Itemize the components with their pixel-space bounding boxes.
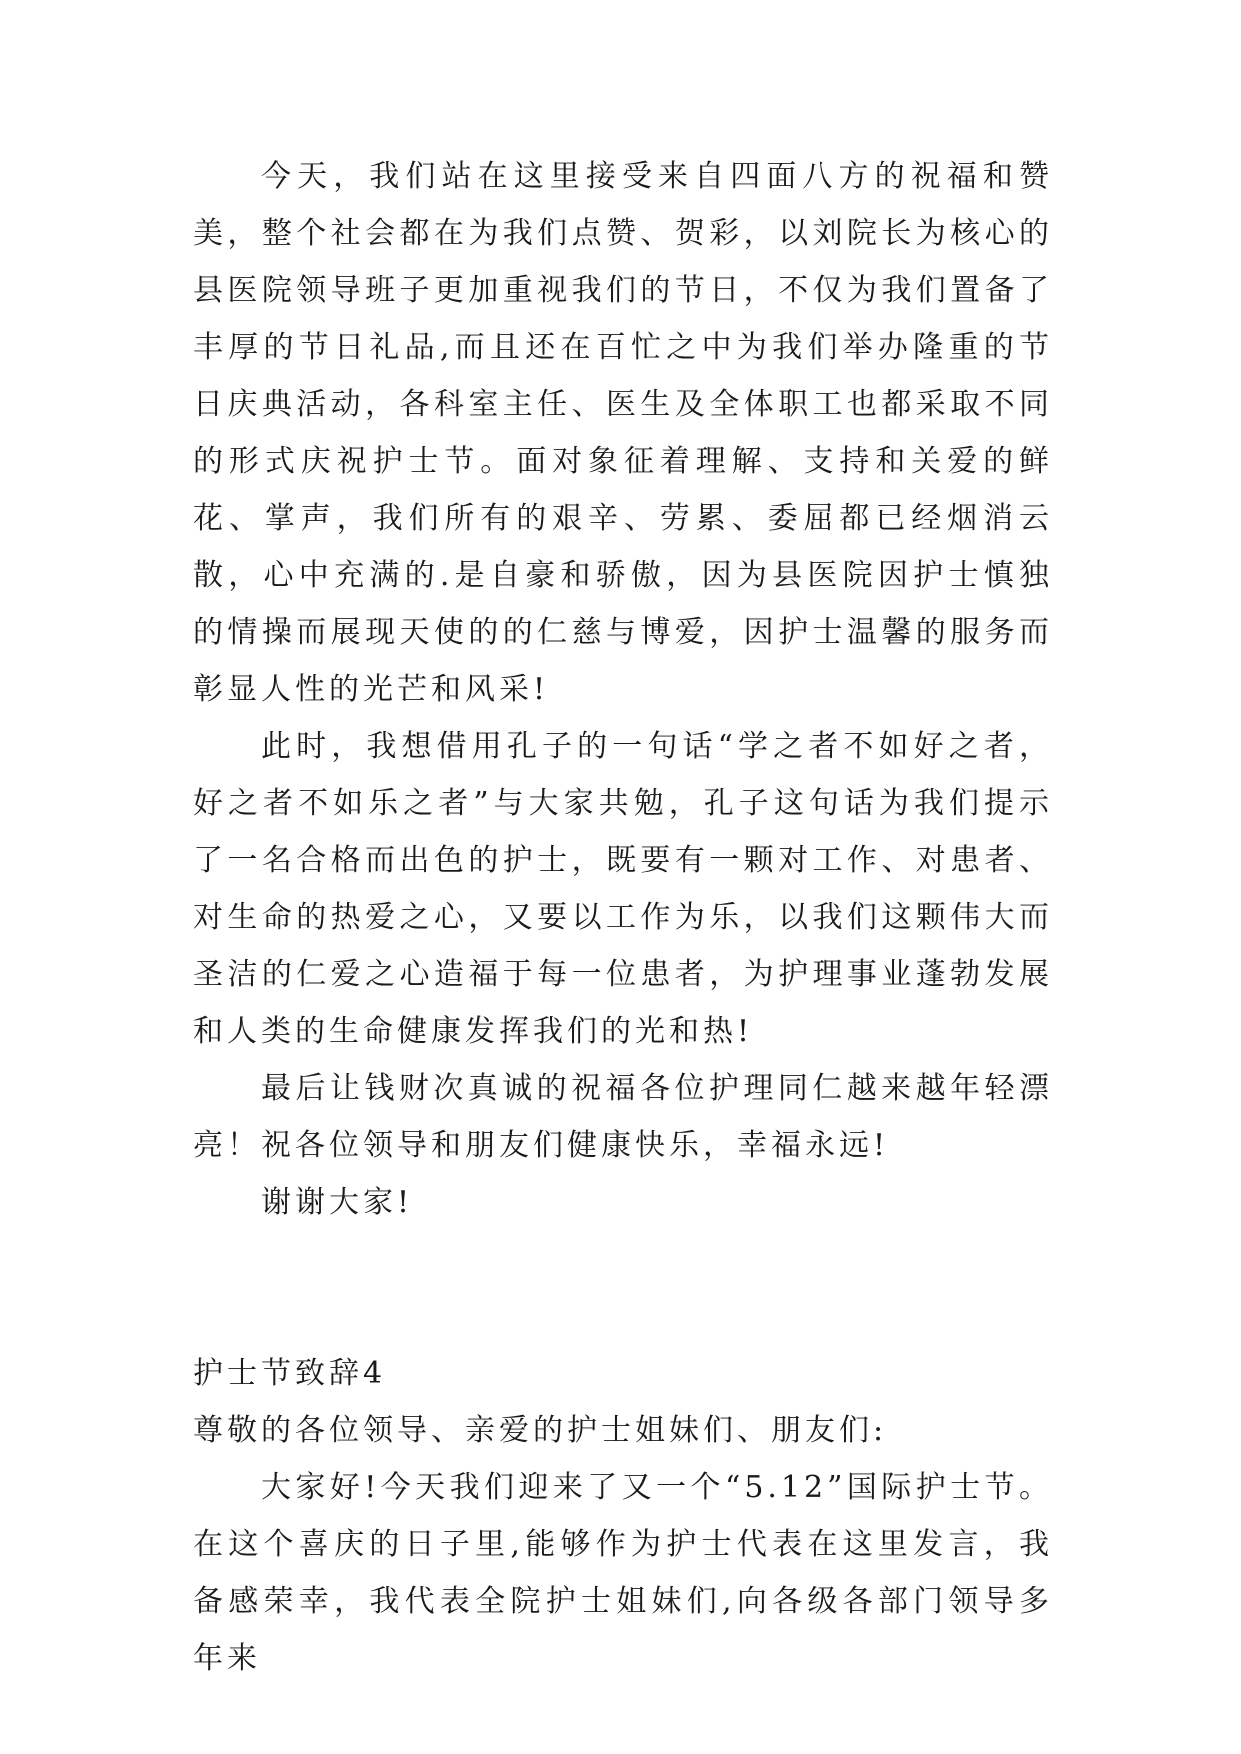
salutation: 尊敬的各位领导、亲爱的护士姐妹们、朋友们:	[193, 1413, 888, 1448]
document-body	[193, 148, 1053, 1687]
section-title: 护士节致辞4	[193, 1356, 387, 1391]
section-spacer	[193, 1231, 1053, 1345]
paragraph-thanks: 谢谢大家!	[261, 1185, 414, 1220]
paragraph-final-wishes: 最后让钱财次真诚的祝福各位护理同仁越来越年轻漂亮！祝各位领导和朋友们健康快乐，幸福永远!	[193, 1071, 1053, 1163]
paragraph-greeting-praise: 今天，我们站在这里接受来自四面八方的祝福和赞美，整个社会都在为我们点赞、贺彩，以刘院长为核心的县医院领导班子更加重视我们的节日，不仅为我们置备了丰厚的节日礼品,而且还在百忙之中为我们举办隆重的节日庆典活动，各科室主任、医生及全体职工也都采取不同的形式庆祝护士节。面对象征着理解、支持和关爱的鲜花、掌声，我们所有的艰辛、劳累、委屈都已经烟消云散，心中充满的.是自豪和骄傲，因为县医院因护士慎独的情操而展现天使的的仁慈与博爱，因护士温馨的服务而彰显人性的光芒和风采!	[193, 159, 1053, 707]
paragraph-nurses-day-opening: 大家好!今天我们迎来了又一个“5.12”国际护士节。在这个喜庆的日子里,能够作为护士代表在这里发言，我备感荣幸，我代表全院护士姐妹们,向各级各部门领导多年来	[193, 1470, 1053, 1676]
paragraph-confucius-quote: 此时，我想借用孔子的一句话“学之者不如好之者，好之者不如乐之者”与大家共勉，孔子这句话为我们提示了一名合格而出色的护士，既要有一颗对工作、对患者、对生命的热爱之心，又要以工作为乐，以我们这颗伟大而圣洁的仁爱之心造福于每一位患者，为护理事业蓬勃发展和人类的生命健康发挥我们的光和热!	[193, 729, 1053, 1049]
